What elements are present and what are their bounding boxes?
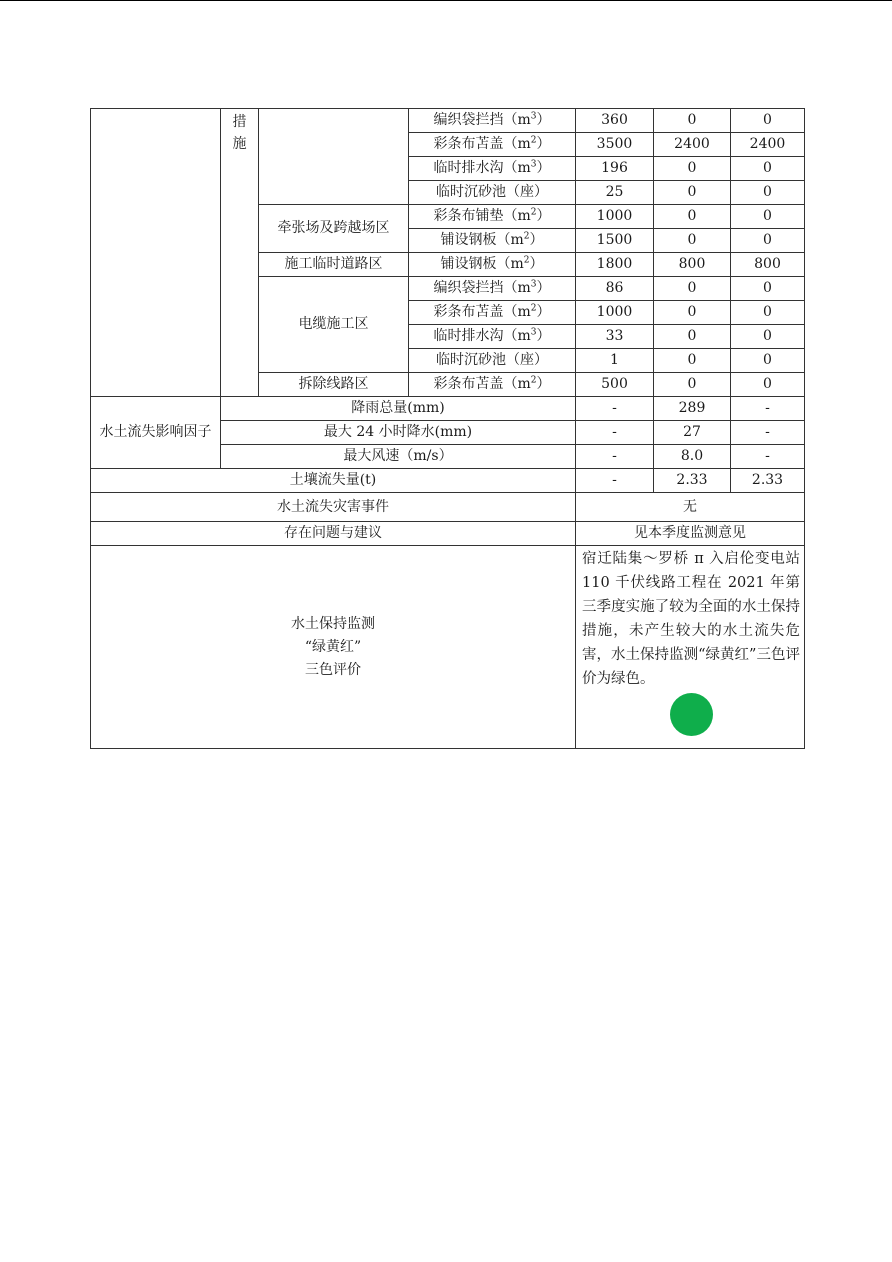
blank-category-cell	[91, 109, 221, 397]
value-b-cell: 2400	[654, 133, 731, 157]
measure-item-cell: 彩条布苫盖$(m^2)$	[409, 133, 576, 157]
value-c-cell: 800	[731, 253, 805, 277]
value-b-cell: 27	[654, 421, 731, 445]
area-cell: 拆除线路区	[259, 373, 409, 397]
evaluation-label-line: “绿黄红”	[304, 638, 362, 655]
value-a-cell: 25	[576, 181, 654, 205]
evaluation-text: 宿迁陆集～罗桥 π 入启伦变电站 110 千伏线路工程在 2021 年第三季度实施了较为全面的水土保持措施，未产生较大的水土流失危害，水土保持监测“绿黄红”三色评价为绿色。	[582, 551, 800, 687]
monitoring-table	[90, 108, 805, 749]
value-c-cell: 0	[731, 373, 805, 397]
value-b-cell: 800	[654, 253, 731, 277]
value-c-cell: 0	[731, 229, 805, 253]
disaster-label: 水土流失灾害事件	[91, 493, 576, 522]
green-rating-dot	[670, 693, 713, 736]
value-b-cell: 0	[654, 229, 731, 253]
value-c-cell: 0	[731, 301, 805, 325]
value-c-cell: 0	[731, 277, 805, 301]
value-b-cell: 2.33	[654, 469, 731, 493]
value-a-cell: 196	[576, 157, 654, 181]
value-c-cell: 0	[731, 181, 805, 205]
area-cell: 牵张场及跨越场区	[259, 205, 409, 253]
value-c-cell: 0	[731, 325, 805, 349]
value-a-cell: -	[576, 469, 654, 493]
measures-label-char: 施	[232, 136, 247, 152]
value-b-cell: 289	[654, 397, 731, 421]
measures-label-char: 措	[232, 114, 247, 130]
issues-row	[91, 522, 805, 546]
evaluation-label-line: 三色评价	[305, 661, 361, 678]
measure-item-cell: 彩条布苫盖$(m^2)$	[409, 301, 576, 325]
value-a-cell: 360	[576, 109, 654, 133]
value-c-cell: 0	[731, 157, 805, 181]
measure-item-cell: 彩条布铺垫$(m^2)$	[409, 205, 576, 229]
evaluation-content-cell	[576, 546, 805, 749]
soil-loss-label: 土壤流失量(t)	[91, 469, 576, 493]
value-c-cell: -	[731, 445, 805, 469]
measure-item-cell: 彩条布苫盖$(m^2)$	[409, 373, 576, 397]
value-a-cell: 1	[576, 349, 654, 373]
value-c-cell: -	[731, 421, 805, 445]
value-b-cell: 0	[654, 109, 731, 133]
measure-item-cell: 铺设钢板$(m^2)$	[409, 253, 576, 277]
area-cell: 施工临时道路区	[259, 253, 409, 277]
value-a-cell: -	[576, 397, 654, 421]
measure-item-cell: 临时排水沟$(m^3)$	[409, 157, 576, 181]
issues-label: 存在问题与建议	[91, 522, 576, 546]
soil-loss-row	[91, 469, 805, 493]
measure-item-cell: 临时沉砂池（座）	[409, 349, 576, 373]
table-row	[91, 109, 805, 133]
value-b-cell: 0	[654, 205, 731, 229]
value-c-cell: 0	[731, 349, 805, 373]
value-b-cell: 0	[654, 325, 731, 349]
measures-label-cell	[221, 109, 259, 397]
factor-name-cell: 最大 24 小时降水(mm)	[221, 421, 576, 445]
value-a-cell: 86	[576, 277, 654, 301]
value-b-cell: 8.0	[654, 445, 731, 469]
value-c-cell: 2.33	[731, 469, 805, 493]
value-b-cell: 0	[654, 157, 731, 181]
factor-label-cell: 水土流失影响因子	[91, 397, 221, 469]
value-a-cell: 1000	[576, 301, 654, 325]
issues-value: 见本季度监测意见	[576, 522, 805, 546]
evaluation-label-line: 水土保持监测	[291, 615, 375, 632]
value-b-cell: 0	[654, 301, 731, 325]
measure-item-cell: 编织袋拦挡$(m^3)$	[409, 109, 576, 133]
disaster-value: 无	[576, 493, 805, 522]
value-c-cell: 0	[731, 109, 805, 133]
page-top-rule	[0, 0, 892, 1]
measure-item-cell: 铺设钢板$(m^2)$	[409, 229, 576, 253]
factor-name-cell: 最大风速（m/s）	[221, 445, 576, 469]
value-b-cell: 0	[654, 373, 731, 397]
value-a-cell: 1500	[576, 229, 654, 253]
area-cell-blank	[259, 109, 409, 205]
value-a-cell: 1800	[576, 253, 654, 277]
value-a-cell: -	[576, 445, 654, 469]
measure-item-cell: 编织袋拦挡$(m^3)$	[409, 277, 576, 301]
value-a-cell: 500	[576, 373, 654, 397]
value-b-cell: 0	[654, 349, 731, 373]
factor-row	[91, 397, 805, 421]
value-a-cell: 1000	[576, 205, 654, 229]
value-a-cell: 33	[576, 325, 654, 349]
measure-item-cell: 临时沉砂池（座）	[409, 181, 576, 205]
measure-item-cell: 临时排水沟$(m^3)$	[409, 325, 576, 349]
area-cell: 电缆施工区	[259, 277, 409, 373]
evaluation-row	[91, 546, 805, 749]
value-a-cell: -	[576, 421, 654, 445]
value-c-cell: 0	[731, 205, 805, 229]
value-b-cell: 0	[654, 277, 731, 301]
evaluation-label-cell	[91, 546, 576, 749]
disaster-row	[91, 493, 805, 522]
value-b-cell: 0	[654, 181, 731, 205]
value-a-cell: 3500	[576, 133, 654, 157]
factor-name-cell: 降雨总量(mm)	[221, 397, 576, 421]
value-c-cell: 2400	[731, 133, 805, 157]
value-c-cell: -	[731, 397, 805, 421]
